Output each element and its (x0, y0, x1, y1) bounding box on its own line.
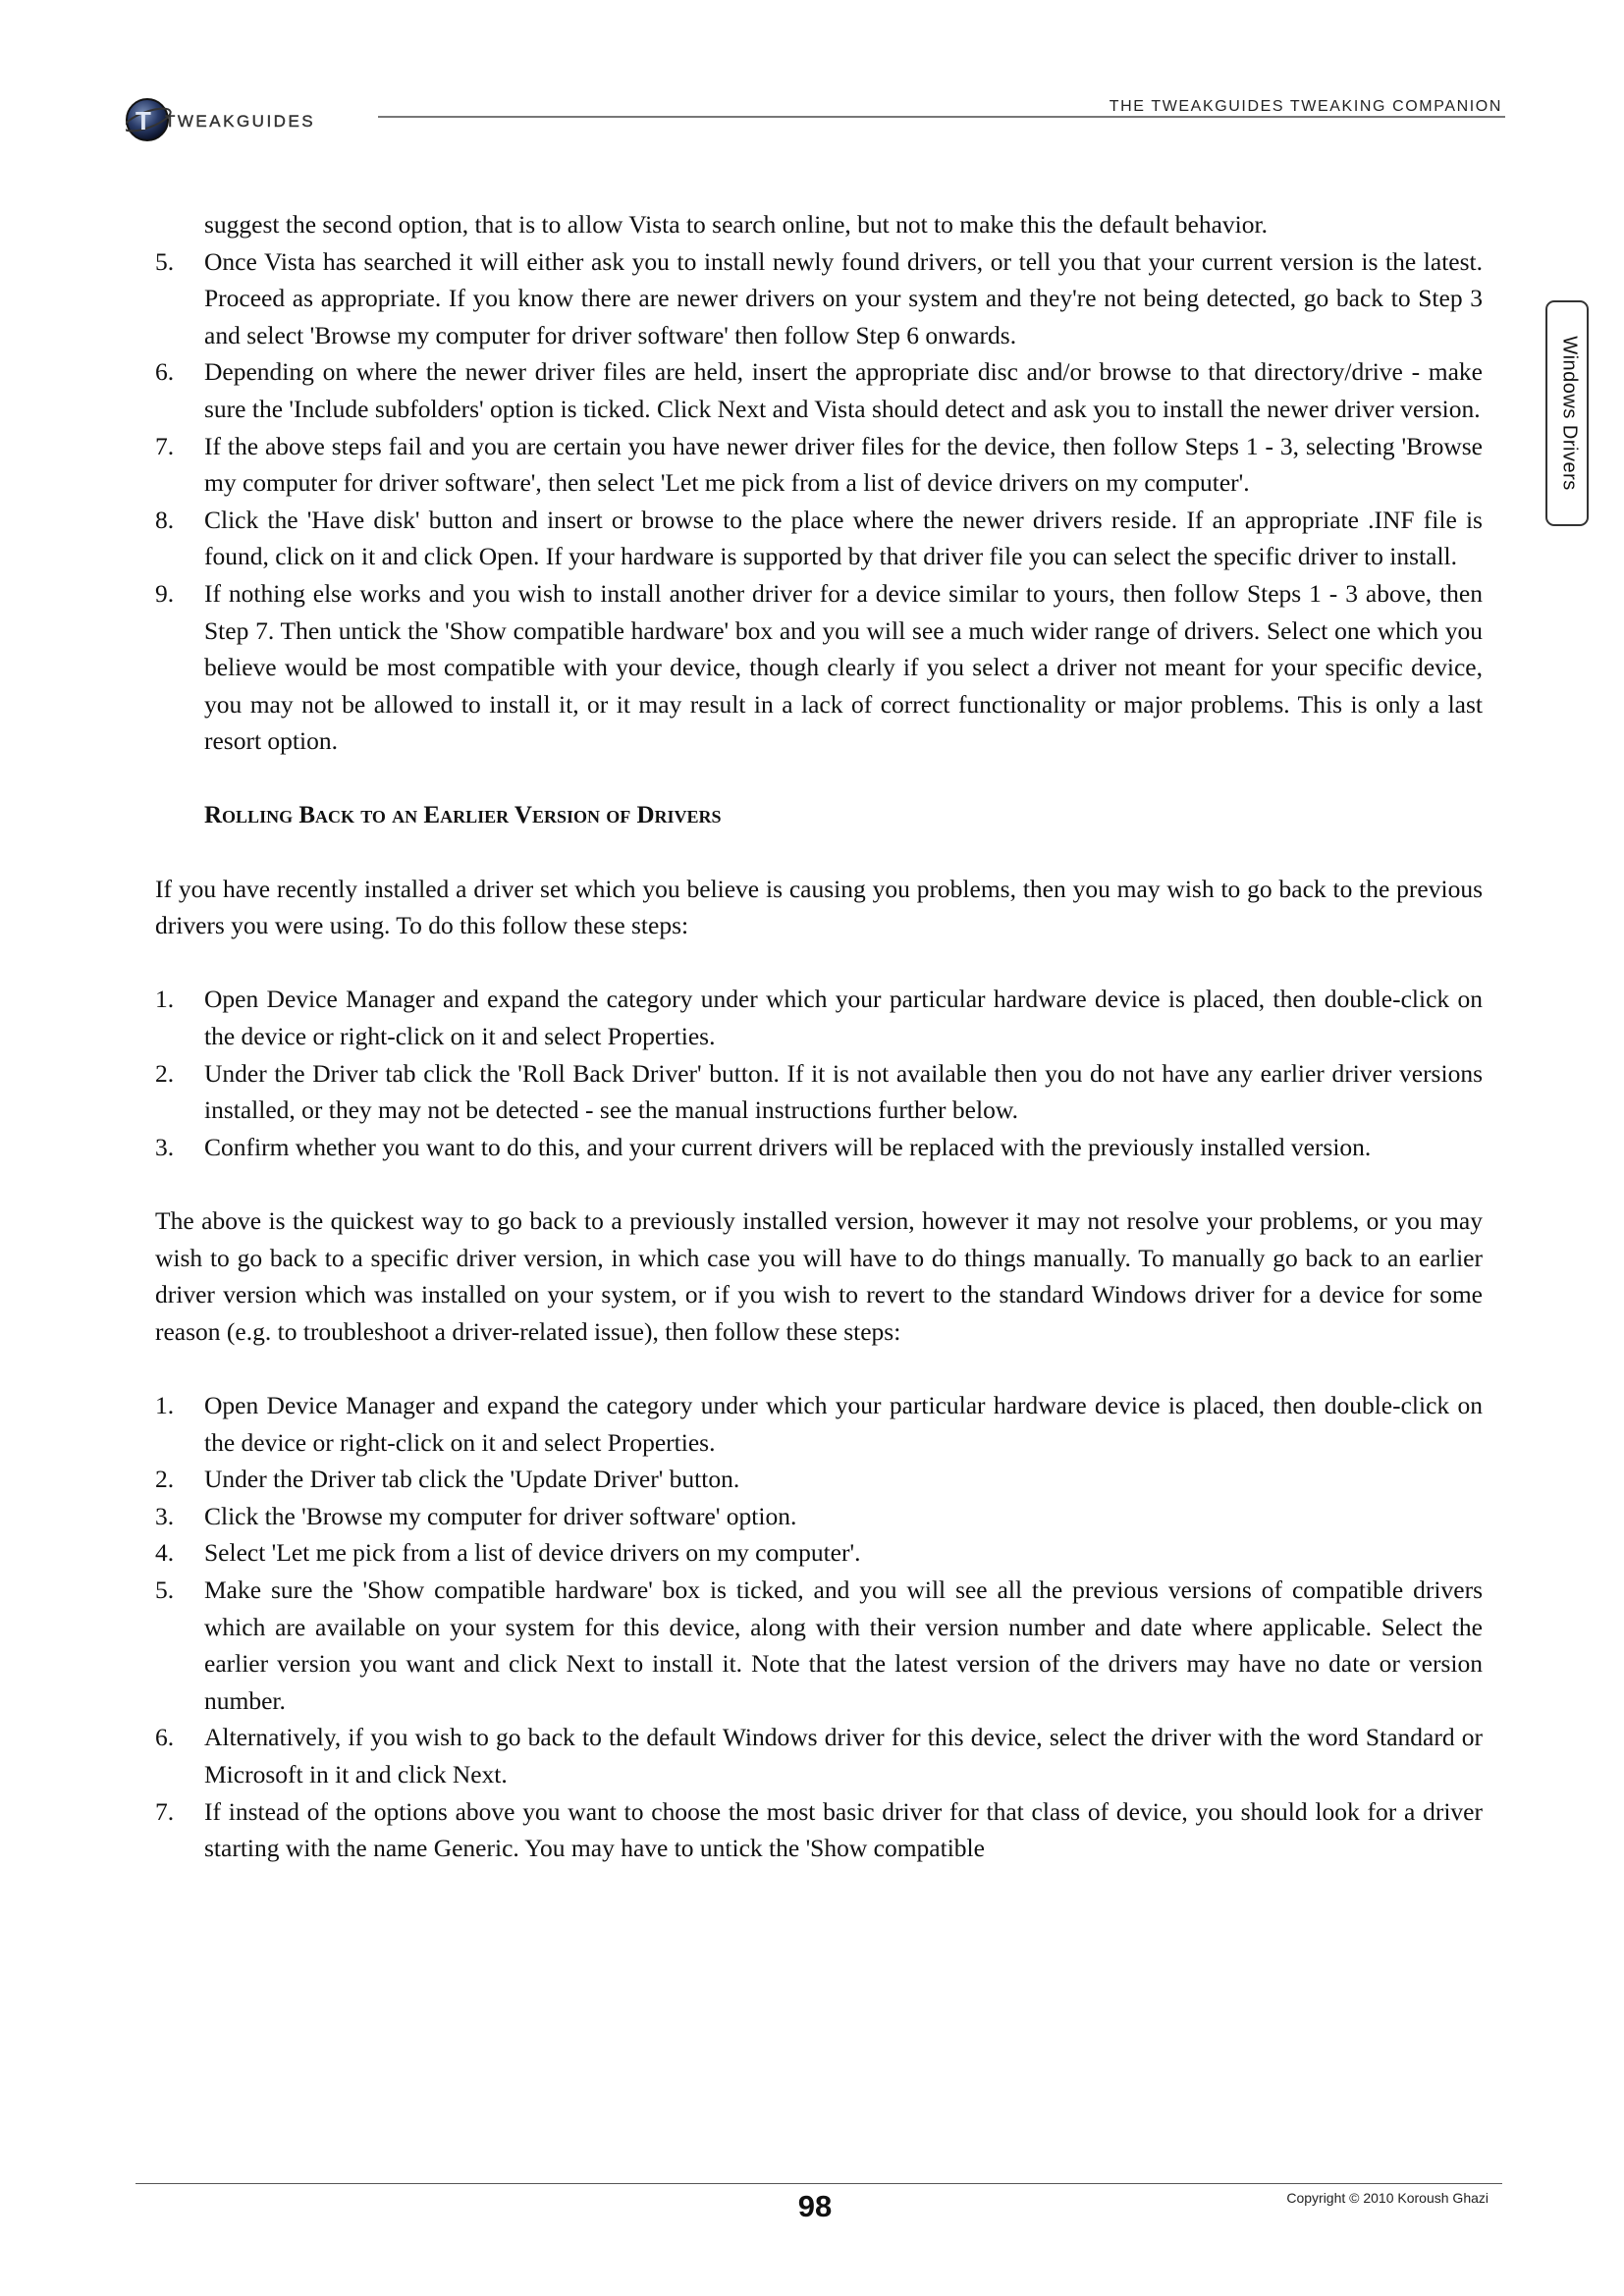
list-item (155, 1461, 1483, 1498)
svg-text:TWEAKGUIDES: TWEAKGUIDES (165, 112, 316, 131)
list-text: Make sure the 'Show compatible hardware' box is ticked, and you will see all the previous versions of compatible drivers which are available on your system for this device, along with their version number and date where applicable. Select the earlier version you want and click Next to install it. Note that the latest version of the drivers may have no date or version number. (204, 1575, 1483, 1715)
list-number: 6. (155, 1723, 175, 1752)
page-body (155, 206, 1483, 1867)
list-number: 2. (155, 1465, 175, 1494)
footer-rule (135, 2183, 1502, 2184)
list-text: Open Device Manager and expand the category under which your particular hardware device is placed, then double-click on the device or right-click on it and select Properties. (204, 985, 1483, 1051)
list-text: Open Device Manager and expand the category under which your particular hardware device is placed, then double-click on the device or right-click on it and select Properties. (204, 1391, 1483, 1457)
list-item (155, 1534, 1483, 1572)
list-item (155, 981, 1483, 1054)
list-text: If nothing else works and you wish to install another driver for a device similar to yours, then follow Steps 1 - 3 above, then Step 7. Then untick the 'Show compatible hardware' box and you will see a much wider range of drivers. Select one which you believe would be most compatible with your device, though clearly if you select a driver not meant for your specific device, you may not be allowed to install it, or it may result in a lack of correct functionality or major problems. This is only a last resort option. (204, 578, 1483, 756)
list-item (155, 243, 1483, 354)
list-text: If the above steps fail and you are certain you have newer driver files for the device, then follow Steps 1 - 3, selecting 'Browse my computer for driver software', then select 'Let me pick from a list of device drivers on my computer'. (204, 431, 1483, 498)
list-item (155, 1387, 1483, 1461)
header-rule (378, 116, 1505, 118)
svg-text:T: T (135, 106, 151, 135)
tweakguides-logo (126, 94, 371, 145)
list-item (155, 1498, 1483, 1535)
list-number: 8. (155, 505, 175, 534)
list-text: Select 'Let me pick from a list of device drivers on my computer'. (204, 1538, 861, 1568)
list-number: 1. (155, 985, 175, 1014)
list-number: 7. (155, 1796, 175, 1826)
list-item (155, 575, 1483, 760)
list-number: 9. (155, 578, 175, 608)
paragraph: The above is the quickest way to go back to a previously installed version, however it may not resolve your problems, or you may wish to go back to a specific driver version, in which case you will have to do things manually. To manually go back to an earlier driver version which was installed on your system, or if you wish to revert to the standard Windows driver for a device for some reason (e.g. to troubleshoot a driver-related issue), then follow these steps: (155, 1206, 1483, 1346)
list-item (155, 1793, 1483, 1867)
running-header-title: THE TWEAKGUIDES TWEAKING COMPANION (1109, 98, 1502, 115)
list-item (155, 502, 1483, 575)
list-number: 5. (155, 246, 175, 276)
paragraph: If you have recently installed a driver set which you believe is causing you problems, then you may wish to go back to the previous drivers you were using. To do this follow these steps: (155, 874, 1483, 940)
list-item (155, 1719, 1483, 1792)
list-number: 4. (155, 1538, 175, 1568)
section-side-tab-label: Windows Drivers (1558, 336, 1581, 491)
section-heading: Rolling Back to an Earlier Version of Drivers (204, 801, 722, 828)
list-text: Confirm whether you want to do this, and your current drivers will be replaced with the previously installed version. (204, 1132, 1372, 1161)
page-header (0, 0, 1624, 157)
page-number: 98 (797, 2189, 833, 2223)
numbered-list-rollback-steps (155, 981, 1483, 1165)
list-text: If instead of the options above you want to choose the most basic driver for that class of device, you should look for a driver starting with the name Generic. You may have to untick the 'Show compatible (204, 1796, 1483, 1863)
list-item (155, 1129, 1483, 1166)
list-number: 2. (155, 1058, 175, 1088)
list-number: 5. (155, 1575, 175, 1604)
copyright-notice: Copyright © 2010 Koroush Ghazi (1286, 2190, 1489, 2206)
list-text: Once Vista has searched it will either ask you to install newly found drivers, or tell you that your current version is the latest. Proceed as appropriate. If you know there are newer drivers on your system and they're not being detected, go back to Step 3 and select 'Browse my computer for driver software' then follow Step 6 onwards. (204, 246, 1483, 349)
list-text: Depending on where the newer driver files are held, insert the appropriate disc and/or browse to that directory/drive - make sure the 'Include subfolders' option is ticked. Click Next and Vista should detect and ask you to install the newer driver version. (204, 357, 1483, 423)
list-number: 3. (155, 1501, 175, 1530)
list-number: 6. (155, 357, 175, 387)
list-number: 1. (155, 1391, 175, 1419)
list-text: Alternatively, if you wish to go back to the default Windows driver for this device, select the driver with the word Standard or Microsoft in it and click Next. (204, 1723, 1483, 1789)
list-item (155, 353, 1483, 427)
list-number: 7. (155, 431, 175, 460)
list-item (155, 428, 1483, 502)
list-text: Click the 'Browse my computer for driver software' option. (204, 1501, 797, 1530)
numbered-list-manual-steps (155, 1387, 1483, 1867)
list-number: 3. (155, 1132, 175, 1161)
list-item (155, 1572, 1483, 1719)
list-text: Under the Driver tab click the 'Update Driver' button. (204, 1465, 740, 1494)
numbered-list-steps-5-9 (155, 243, 1483, 760)
intro-continuation: suggest the second option, that is to allow Vista to search online, but not to make this the default behavior. (204, 210, 1268, 239)
list-item (155, 1055, 1483, 1129)
list-text: Click the 'Have disk' button and insert or browse to the place where the newer drivers reside. If an appropriate .INF file is found, click on it and click Open. If your hardware is supported by that driver file you can select the specific driver to install. (204, 505, 1483, 571)
list-text: Under the Driver tab click the 'Roll Back Driver' button. If it is not available then you do not have any earlier driver versions installed, or they may not be detected - see the manual instructions further below. (204, 1058, 1483, 1125)
